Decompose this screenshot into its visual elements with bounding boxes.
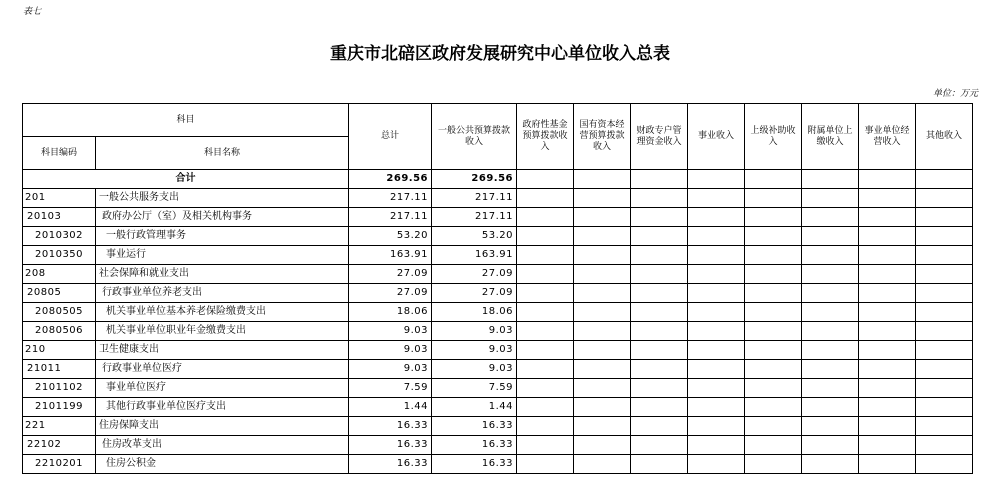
empty-cell — [631, 398, 688, 417]
empty-cell — [517, 208, 574, 227]
row-name: 政府办公厅（室）及相关机构事务 — [96, 208, 349, 227]
empty-cell — [745, 360, 802, 379]
empty-cell — [859, 455, 916, 474]
empty-cell — [745, 246, 802, 265]
empty-cell — [859, 208, 916, 227]
empty-cell — [802, 455, 859, 474]
empty-cell — [745, 417, 802, 436]
header-other: 其他收入 — [916, 104, 973, 170]
empty-cell — [802, 322, 859, 341]
row-name: 行政事业单位医疗 — [96, 360, 349, 379]
empty-cell — [859, 322, 916, 341]
row-code: 2080506 — [23, 322, 96, 341]
empty-cell — [802, 417, 859, 436]
header-total: 总计 — [349, 104, 432, 170]
page-title: 重庆市北碚区政府发展研究中心单位收入总表 — [330, 44, 670, 64]
table-row — [23, 284, 973, 303]
empty-cell — [631, 436, 688, 455]
empty-cell — [916, 246, 973, 265]
empty-cell — [916, 208, 973, 227]
row-total: 217.11 — [349, 208, 432, 227]
row-general-budget: 16.33 — [432, 455, 517, 474]
empty-cell — [916, 265, 973, 284]
table-row — [23, 322, 973, 341]
row-total: 53.20 — [349, 227, 432, 246]
empty-cell — [574, 208, 631, 227]
empty-cell — [631, 455, 688, 474]
header-business: 事业收入 — [688, 104, 745, 170]
empty-cell — [745, 189, 802, 208]
empty-cell — [916, 360, 973, 379]
empty-cell — [745, 303, 802, 322]
empty-cell — [631, 189, 688, 208]
empty-cell — [745, 284, 802, 303]
row-code: 22102 — [23, 436, 96, 455]
header-state-capital: 国有资本经营预算拨款收入 — [574, 104, 631, 170]
empty-cell — [574, 398, 631, 417]
empty-cell — [517, 341, 574, 360]
row-general-budget: 9.03 — [432, 322, 517, 341]
empty-cell — [631, 227, 688, 246]
header-name: 科目名称 — [96, 137, 349, 170]
row-general-budget: 16.33 — [432, 417, 517, 436]
table-row — [23, 379, 973, 398]
table-row — [23, 436, 973, 455]
empty-cell — [688, 170, 745, 189]
empty-cell — [802, 436, 859, 455]
empty-cell — [688, 303, 745, 322]
empty-cell — [517, 398, 574, 417]
row-general-budget: 7.59 — [432, 379, 517, 398]
empty-cell — [631, 208, 688, 227]
row-name: 一般行政管理事务 — [96, 227, 349, 246]
empty-cell — [859, 265, 916, 284]
empty-cell — [574, 227, 631, 246]
row-name: 住房公积金 — [96, 455, 349, 474]
row-general-budget: 217.11 — [432, 189, 517, 208]
empty-cell — [802, 303, 859, 322]
empty-cell — [688, 436, 745, 455]
empty-cell — [802, 246, 859, 265]
empty-cell — [688, 208, 745, 227]
empty-cell — [574, 246, 631, 265]
row-name: 社会保障和就业支出 — [96, 265, 349, 284]
empty-cell — [688, 189, 745, 208]
empty-cell — [859, 398, 916, 417]
row-general-budget: 27.09 — [432, 284, 517, 303]
empty-cell — [517, 170, 574, 189]
empty-cell — [859, 246, 916, 265]
row-code: 21011 — [23, 360, 96, 379]
empty-cell — [688, 360, 745, 379]
empty-cell — [631, 284, 688, 303]
row-total: 9.03 — [349, 341, 432, 360]
empty-cell — [802, 265, 859, 284]
empty-cell — [802, 398, 859, 417]
empty-cell — [631, 417, 688, 436]
row-code: 201 — [23, 189, 96, 208]
row-name: 行政事业单位养老支出 — [96, 284, 349, 303]
empty-cell — [745, 455, 802, 474]
empty-cell — [745, 227, 802, 246]
empty-cell — [802, 379, 859, 398]
row-code: 208 — [23, 265, 96, 284]
row-total: 9.03 — [349, 360, 432, 379]
empty-cell — [517, 265, 574, 284]
table-row — [23, 227, 973, 246]
empty-cell — [631, 265, 688, 284]
table-row — [23, 265, 973, 284]
total-general-budget: 269.56 — [432, 170, 517, 189]
empty-cell — [916, 341, 973, 360]
table-row — [23, 417, 973, 436]
empty-cell — [745, 322, 802, 341]
empty-cell — [631, 322, 688, 341]
empty-cell — [745, 398, 802, 417]
unit-label: 单位：万元 — [932, 89, 978, 99]
total-row — [23, 170, 973, 189]
empty-cell — [745, 379, 802, 398]
row-general-budget: 217.11 — [432, 208, 517, 227]
empty-cell — [517, 322, 574, 341]
row-code: 2010302 — [23, 227, 96, 246]
empty-cell — [916, 398, 973, 417]
row-general-budget: 1.44 — [432, 398, 517, 417]
empty-cell — [631, 341, 688, 360]
empty-cell — [517, 227, 574, 246]
empty-cell — [745, 341, 802, 360]
row-general-budget: 9.03 — [432, 360, 517, 379]
table-row — [23, 208, 973, 227]
row-name: 机关事业单位基本养老保险缴费支出 — [96, 303, 349, 322]
empty-cell — [688, 227, 745, 246]
row-total: 16.33 — [349, 455, 432, 474]
table-row — [23, 303, 973, 322]
empty-cell — [859, 436, 916, 455]
empty-cell — [517, 417, 574, 436]
row-total: 18.06 — [349, 303, 432, 322]
row-general-budget: 9.03 — [432, 341, 517, 360]
empty-cell — [574, 265, 631, 284]
empty-cell — [574, 322, 631, 341]
table-row — [23, 398, 973, 417]
total-label: 合计 — [23, 170, 349, 189]
empty-cell — [631, 360, 688, 379]
empty-cell — [802, 227, 859, 246]
table-row — [23, 360, 973, 379]
row-code: 221 — [23, 417, 96, 436]
row-code: 2101102 — [23, 379, 96, 398]
empty-cell — [916, 322, 973, 341]
empty-cell — [859, 227, 916, 246]
empty-cell — [631, 170, 688, 189]
row-general-budget: 53.20 — [432, 227, 517, 246]
header-operating: 事业单位经营收入 — [859, 104, 916, 170]
empty-cell — [916, 436, 973, 455]
empty-cell — [745, 265, 802, 284]
empty-cell — [916, 170, 973, 189]
empty-cell — [745, 170, 802, 189]
empty-cell — [631, 246, 688, 265]
row-total: 16.33 — [349, 417, 432, 436]
empty-cell — [574, 379, 631, 398]
row-general-budget: 27.09 — [432, 265, 517, 284]
table-row — [23, 246, 973, 265]
empty-cell — [802, 341, 859, 360]
empty-cell — [688, 455, 745, 474]
row-general-budget: 163.91 — [432, 246, 517, 265]
empty-cell — [916, 189, 973, 208]
row-total: 27.09 — [349, 284, 432, 303]
empty-cell — [916, 455, 973, 474]
empty-cell — [802, 189, 859, 208]
header-fiscal-special: 财政专户管理资金收入 — [631, 104, 688, 170]
empty-cell — [916, 303, 973, 322]
empty-cell — [916, 284, 973, 303]
empty-cell — [859, 341, 916, 360]
row-name: 事业单位医疗 — [96, 379, 349, 398]
row-total: 217.11 — [349, 189, 432, 208]
empty-cell — [574, 284, 631, 303]
empty-cell — [688, 322, 745, 341]
row-name: 住房改革支出 — [96, 436, 349, 455]
empty-cell — [916, 227, 973, 246]
header-row-1 — [23, 104, 973, 137]
table-row — [23, 341, 973, 360]
row-code: 2010350 — [23, 246, 96, 265]
empty-cell — [517, 189, 574, 208]
row-code: 20103 — [23, 208, 96, 227]
empty-cell — [631, 303, 688, 322]
empty-cell — [517, 379, 574, 398]
header-gov-fund: 政府性基金预算拨款收入 — [517, 104, 574, 170]
table-row — [23, 189, 973, 208]
row-total: 27.09 — [349, 265, 432, 284]
empty-cell — [802, 284, 859, 303]
empty-cell — [802, 360, 859, 379]
empty-cell — [859, 303, 916, 322]
row-name: 卫生健康支出 — [96, 341, 349, 360]
empty-cell — [574, 417, 631, 436]
empty-cell — [574, 436, 631, 455]
empty-cell — [574, 303, 631, 322]
empty-cell — [574, 455, 631, 474]
row-code: 2101199 — [23, 398, 96, 417]
empty-cell — [517, 246, 574, 265]
empty-cell — [631, 379, 688, 398]
row-general-budget: 16.33 — [432, 436, 517, 455]
empty-cell — [688, 379, 745, 398]
empty-cell — [517, 284, 574, 303]
empty-cell — [517, 360, 574, 379]
row-total: 1.44 — [349, 398, 432, 417]
empty-cell — [688, 417, 745, 436]
empty-cell — [802, 170, 859, 189]
row-name: 一般公共服务支出 — [96, 189, 349, 208]
row-total: 163.91 — [349, 246, 432, 265]
empty-cell — [859, 189, 916, 208]
empty-cell — [802, 208, 859, 227]
empty-cell — [688, 341, 745, 360]
empty-cell — [688, 284, 745, 303]
header-subject: 科目 — [23, 104, 349, 137]
empty-cell — [517, 303, 574, 322]
empty-cell — [574, 170, 631, 189]
row-code: 2210201 — [23, 455, 96, 474]
row-name: 其他行政事业单位医疗支出 — [96, 398, 349, 417]
empty-cell — [745, 436, 802, 455]
empty-cell — [574, 189, 631, 208]
total-total: 269.56 — [349, 170, 432, 189]
header-general-budget: 一般公共预算拨款收入 — [432, 104, 517, 170]
empty-cell — [916, 379, 973, 398]
table-tag: 表七 — [23, 7, 42, 17]
empty-cell — [688, 398, 745, 417]
row-code: 2080505 — [23, 303, 96, 322]
empty-cell — [859, 417, 916, 436]
empty-cell — [688, 246, 745, 265]
row-code: 20805 — [23, 284, 96, 303]
empty-cell — [859, 284, 916, 303]
empty-cell — [859, 379, 916, 398]
empty-cell — [574, 341, 631, 360]
header-superior-subsidy: 上级补助收入 — [745, 104, 802, 170]
header-code: 科目编码 — [23, 137, 96, 170]
empty-cell — [688, 265, 745, 284]
row-name: 事业运行 — [96, 246, 349, 265]
empty-cell — [916, 417, 973, 436]
row-total: 7.59 — [349, 379, 432, 398]
empty-cell — [517, 436, 574, 455]
row-total: 9.03 — [349, 322, 432, 341]
header-affiliated: 附属单位上缴收入 — [802, 104, 859, 170]
empty-cell — [859, 360, 916, 379]
empty-cell — [574, 360, 631, 379]
table-row — [23, 455, 973, 474]
row-name: 住房保障支出 — [96, 417, 349, 436]
income-table — [22, 103, 973, 474]
row-total: 16.33 — [349, 436, 432, 455]
empty-cell — [745, 208, 802, 227]
row-code: 210 — [23, 341, 96, 360]
row-general-budget: 18.06 — [432, 303, 517, 322]
row-name: 机关事业单位职业年金缴费支出 — [96, 322, 349, 341]
empty-cell — [859, 170, 916, 189]
empty-cell — [517, 455, 574, 474]
